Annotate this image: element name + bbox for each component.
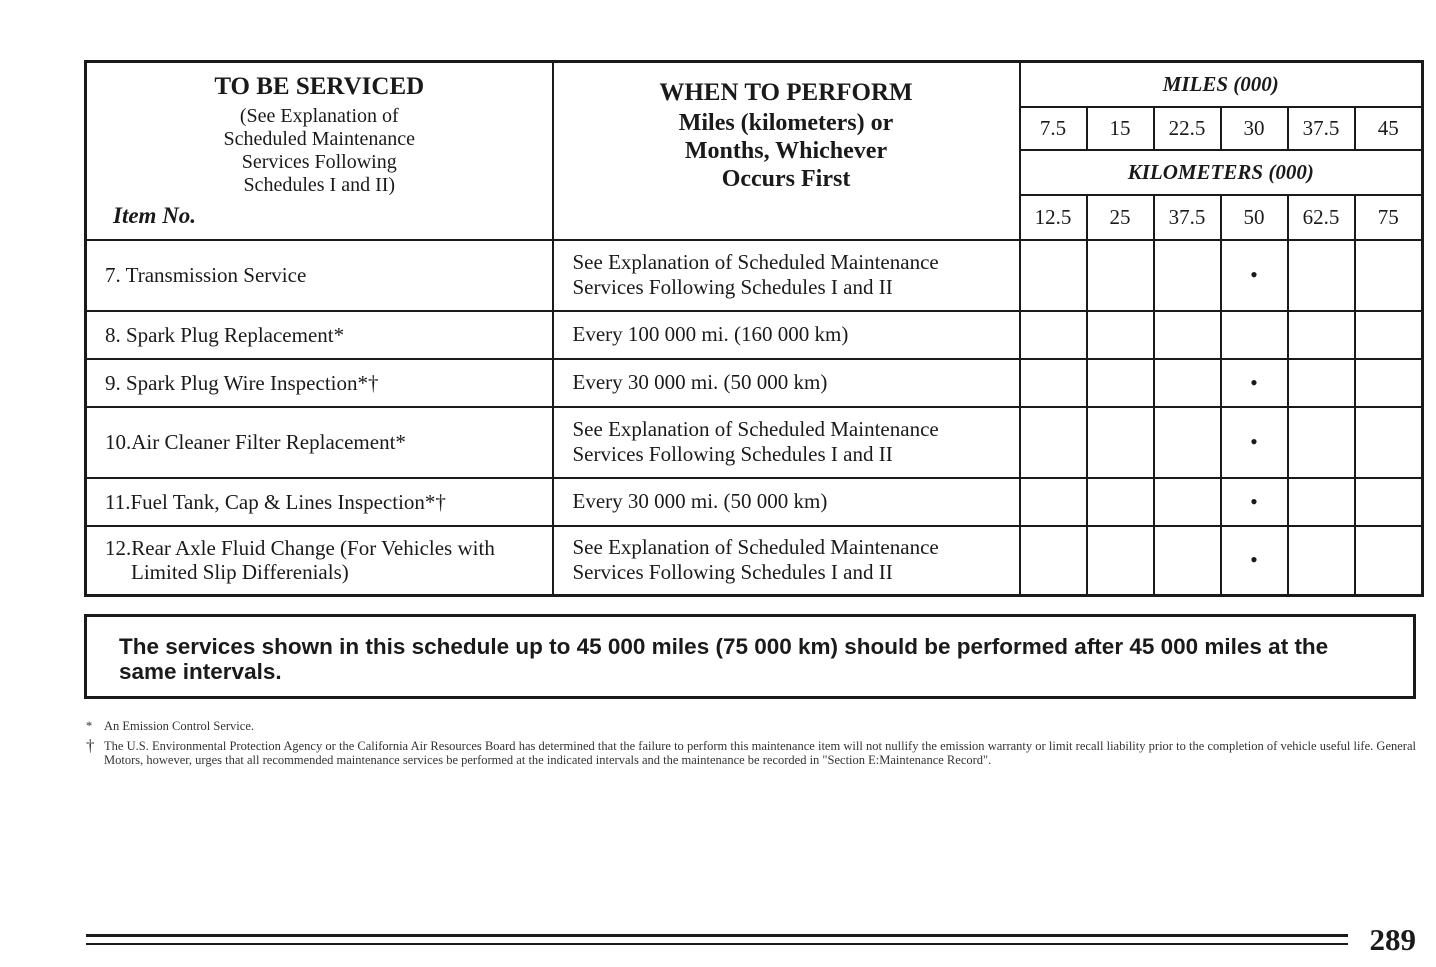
kilometers-header: KILOMETERS (000) bbox=[1020, 150, 1423, 195]
service-item: 9. Spark Plug Wire Inspection*† bbox=[86, 359, 553, 407]
schedule-mark bbox=[1087, 478, 1154, 526]
schedule-mark bbox=[1355, 240, 1423, 311]
table-row bbox=[86, 526, 1423, 596]
miles-col: 30 bbox=[1221, 107, 1288, 150]
to-be-serviced-title: TO BE SERVICED bbox=[214, 73, 425, 100]
km-col: 12.5 bbox=[1020, 195, 1087, 240]
when-to-perform-header: WHEN TO PERFORM Miles (kilometers) or Months, Whichever Occurs First bbox=[553, 62, 1020, 240]
schedule-mark bbox=[1020, 526, 1087, 596]
schedule-mark bbox=[1355, 407, 1423, 478]
schedule-mark bbox=[1288, 240, 1355, 311]
schedule-mark bbox=[1020, 311, 1087, 359]
footnote-dagger: † The U.S. Environmental Protection Agency or the California Air Resources Board has determined that the failure to perform this maintenance item will not nullify the emission warranty or limit recall liability prior to the completion of vehicle useful life. General Motors, however, urges that all recommended maintenance services be performed at the indicated intervals and the maintenance be recorded in "Section E:Maintenance Record". bbox=[86, 736, 1416, 767]
when-to-perform: Every 100 000 mi. (160 000 km) bbox=[553, 311, 1020, 359]
schedule-mark bbox=[1288, 526, 1355, 596]
schedule-mark bbox=[1154, 240, 1221, 311]
schedule-mark: • bbox=[1221, 359, 1288, 407]
schedule-mark bbox=[1154, 359, 1221, 407]
schedule-mark bbox=[1020, 407, 1087, 478]
schedule-mark bbox=[1355, 526, 1423, 596]
schedule-mark bbox=[1020, 478, 1087, 526]
schedule-mark bbox=[1154, 526, 1221, 596]
schedule-mark bbox=[1087, 526, 1154, 596]
footer-rule bbox=[86, 934, 1348, 937]
miles-col: 45 bbox=[1355, 107, 1423, 150]
when-to-perform: Every 30 000 mi. (50 000 km) bbox=[553, 478, 1020, 526]
schedule-mark bbox=[1288, 407, 1355, 478]
miles-col: 15 bbox=[1087, 107, 1154, 150]
footer-rule bbox=[86, 943, 1348, 945]
item-no-label: Item No. bbox=[113, 202, 197, 228]
miles-header: MILES (000) bbox=[1020, 62, 1423, 107]
when-to-perform: See Explanation of Scheduled Maintenance Services Following Schedules I and II bbox=[553, 407, 1020, 478]
table-row bbox=[86, 240, 1423, 311]
schedule-mark bbox=[1221, 311, 1288, 359]
service-item: 8. Spark Plug Replacement* bbox=[86, 311, 553, 359]
to-be-serviced-note: (See Explanation of Scheduled Maintenance Services Following Schedules I and II) bbox=[223, 105, 416, 196]
schedule-mark bbox=[1154, 311, 1221, 359]
footnote-asterisk: * An Emission Control Service. bbox=[86, 719, 254, 733]
service-item: 10.Air Cleaner Filter Replacement* bbox=[86, 407, 553, 478]
table-row bbox=[86, 407, 1423, 478]
schedule-mark bbox=[1154, 407, 1221, 478]
schedule-mark: • bbox=[1221, 526, 1288, 596]
schedule-mark: • bbox=[1221, 240, 1288, 311]
schedule-mark: • bbox=[1221, 478, 1288, 526]
schedule-mark bbox=[1087, 407, 1154, 478]
schedule-mark bbox=[1087, 311, 1154, 359]
service-item: 12.Rear Axle Fluid Change (For Vehicles with Limited Slip Differenials) bbox=[86, 526, 553, 596]
maintenance-schedule-table bbox=[84, 60, 1424, 597]
schedule-mark bbox=[1087, 240, 1154, 311]
km-col: 62.5 bbox=[1288, 195, 1355, 240]
schedule-mark bbox=[1288, 359, 1355, 407]
schedule-mark: • bbox=[1221, 407, 1288, 478]
schedule-mark bbox=[1288, 478, 1355, 526]
schedule-mark bbox=[1355, 359, 1423, 407]
service-item: 7. Transmission Service bbox=[86, 240, 553, 311]
km-col: 75 bbox=[1355, 195, 1423, 240]
page-number: 289 bbox=[1369, 922, 1416, 957]
service-item: 11.Fuel Tank, Cap & Lines Inspection*† bbox=[86, 478, 553, 526]
when-to-perform: See Explanation of Scheduled Maintenance Services Following Schedules I and II bbox=[553, 526, 1020, 596]
miles-col: 37.5 bbox=[1288, 107, 1355, 150]
schedule-mark bbox=[1288, 311, 1355, 359]
schedule-mark bbox=[1020, 359, 1087, 407]
interval-note: The services shown in this schedule up to 45 000 miles (75 000 km) should be performed after 45 000 miles at the same intervals. bbox=[84, 614, 1416, 699]
miles-col: 7.5 bbox=[1020, 107, 1087, 150]
to-be-serviced-header bbox=[86, 62, 553, 240]
table-row bbox=[86, 311, 1423, 359]
schedule-mark bbox=[1355, 478, 1423, 526]
schedule-mark bbox=[1154, 478, 1221, 526]
schedule-mark bbox=[1355, 311, 1423, 359]
schedule-mark bbox=[1020, 240, 1087, 311]
km-col: 50 bbox=[1221, 195, 1288, 240]
when-to-perform: Every 30 000 mi. (50 000 km) bbox=[553, 359, 1020, 407]
schedule-mark bbox=[1087, 359, 1154, 407]
km-col: 25 bbox=[1087, 195, 1154, 240]
km-col: 37.5 bbox=[1154, 195, 1221, 240]
table-row bbox=[86, 359, 1423, 407]
table-row bbox=[86, 478, 1423, 526]
when-to-perform: See Explanation of Scheduled Maintenance Services Following Schedules I and II bbox=[553, 240, 1020, 311]
miles-col: 22.5 bbox=[1154, 107, 1221, 150]
